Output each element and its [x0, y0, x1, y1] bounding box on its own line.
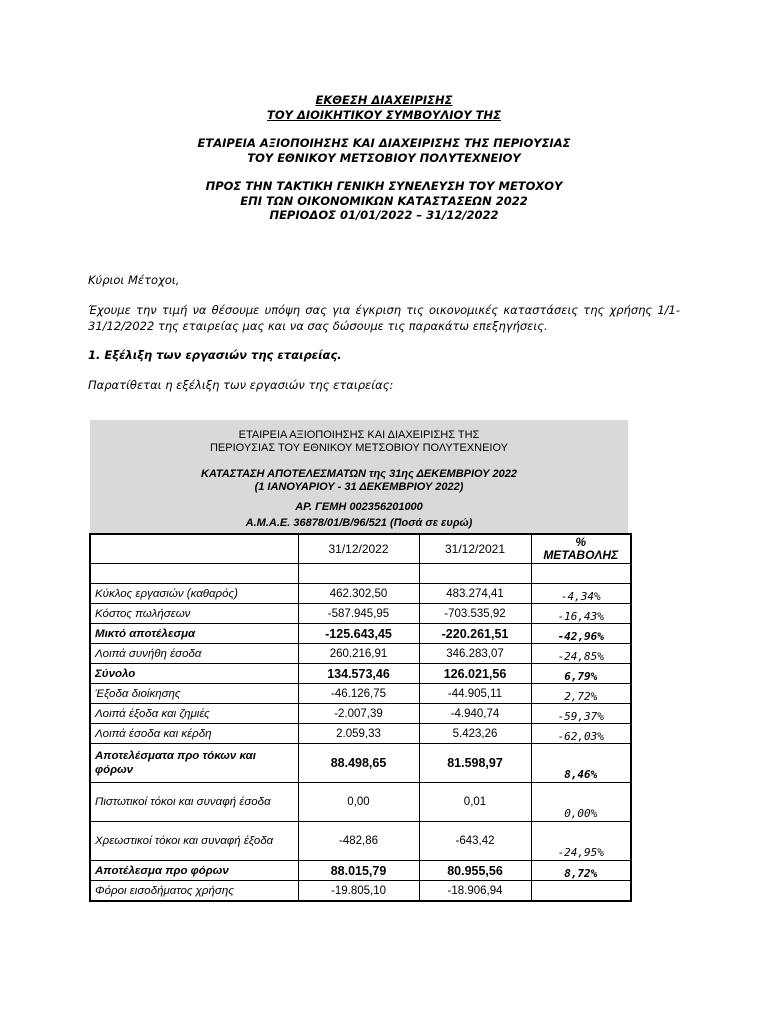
statement-company-line1: ΕΤΑΙΡΕΙΑ ΑΞΙΟΠΟΙΗΣΗΣ ΚΑΙ ΔΙΑΧΕΙΡΙΣΗΣ ΤΗΣ [238, 429, 480, 441]
table-row [90, 624, 631, 644]
header-change [531, 534, 631, 564]
table-row [90, 861, 631, 881]
row-value-2022: -19.805,10 [298, 881, 419, 902]
row-label: Αποτέλεσμα προ φόρων [90, 861, 298, 881]
table-row [90, 664, 631, 684]
row-change: 8,72% [531, 861, 631, 881]
table-row [90, 684, 631, 704]
row-value-2022: 88.015,79 [298, 861, 419, 881]
row-value-2022: -46.126,75 [298, 684, 419, 704]
table-row [90, 724, 631, 744]
row-change: 6,79% [531, 664, 631, 684]
header-change-label: ΜΕΤΑΒΟΛΗΣ [543, 548, 619, 562]
row-label: Λοιπά έξοδα και ζημιές [90, 704, 298, 724]
row-label: Πιστωτικοί τόκοι και συναφή έσοδα [90, 783, 298, 822]
row-value-2022: -482,86 [298, 822, 419, 861]
table-row-empty [90, 564, 631, 584]
statement-company-line2: ΠΕΡΙΟΥΣΙΑΣ ΤΟΥ ΕΘΝΙΚΟΥ ΜΕΤΣΟΒΙΟΥ ΠΟΛΥΤΕΧΝΕΙΟΥ [209, 442, 509, 454]
greeting: Κύριοι Μέτοχοι, [88, 273, 180, 287]
row-label: Μικτό αποτέλεσμα [90, 624, 298, 644]
row-label: Λοιπά έσοδα και κέρδη [90, 724, 298, 744]
row-change [531, 881, 631, 902]
income-statement-table [89, 533, 632, 902]
row-label: Χρεωστικοί τόκοι και συναφή έξοδα [90, 822, 298, 861]
row-change: -4,34% [531, 584, 631, 604]
row-change: -16,43% [531, 604, 631, 624]
row-value-2021: 346.283,07 [419, 644, 531, 664]
section-1-heading: 1. Εξέλιξη των εργασιών της εταιρείας. [88, 348, 342, 362]
row-value-2022: 462.302,50 [298, 584, 419, 604]
table-row [90, 644, 631, 664]
row-value-2021: -18.906,94 [419, 881, 531, 902]
row-change: -62,03% [531, 724, 631, 744]
table-row [90, 704, 631, 724]
table-header-row [90, 534, 631, 564]
section-1-text: Παρατίθεται η εξέλιξη των εργασιών της εταιρείας: [88, 378, 394, 392]
assembly-line: ΠΡΟΣ ΤΗΝ ΤΑΚΤΙΚΗ ΓΕΝΙΚΗ ΣΥΝΕΛΕΥΣΗ ΤΟΥ ΜΕΤΟΧΟΥ [205, 179, 563, 193]
row-label: Σύνολο [90, 664, 298, 684]
statement-title: ΚΑΤΑΣΤΑΣΗ ΑΠΟΤΕΛΕΣΜΑΤΩΝ της 31ης ΔΕΚΕΜΒΡΙΟΥ 2022 [200, 468, 518, 480]
company-name-line1: ΕΤΑΙΡΕΙΑ ΑΞΙΟΠΟΙΗΣΗΣ ΚΑΙ ΔΙΑΧΕΙΡΙΣΗΣ ΤΗΣ ΠΕΡΙΟΥΣΙΑΣ [197, 136, 571, 150]
statement-period: (1 ΙΑΝΟΥΑΡΙΟΥ - 31 ΔΕΚΕΜΒΡΙΟΥ 2022) [254, 481, 464, 493]
row-value-2022: 134.573,46 [298, 664, 419, 684]
row-value-2021: -220.261,51 [419, 624, 531, 644]
row-change: 8,46% [531, 744, 631, 783]
report-title: ΕΚΘΕΣΗ ΔΙΑΧΕΙΡΙΣΗΣ [315, 93, 453, 107]
table-row [90, 783, 631, 822]
intro-paragraph: Έχουμε την τιμή να θέσουμε υπόψη σας για έγκριση τις οικονομικές καταστάσεις της χρήσης 1/1-31/12/2022 της εταιρείας μας και να σας δώσουμε τις παρακάτω επεξηγήσεις. [88, 303, 680, 333]
table-row [90, 881, 631, 902]
table-row [90, 822, 631, 861]
row-value-2021: -643,42 [419, 822, 531, 861]
row-value-2022: -587.945,95 [298, 604, 419, 624]
row-change: 2,72% [531, 684, 631, 704]
row-value-2021: 80.955,56 [419, 861, 531, 881]
company-name-line2: ΤΟΥ ΕΘΝΙΚΟΥ ΜΕΤΣΟΒΙΟΥ ΠΟΛΥΤΕΧΝΕΙΟΥ [247, 150, 521, 165]
table-row [90, 744, 631, 783]
table-row [90, 584, 631, 604]
header-2022: 31/12/2022 [298, 534, 419, 564]
row-label: Αποτελέσματα προ τόκων και φόρων [90, 744, 298, 783]
row-change: -24,95% [531, 822, 631, 861]
statements-line: ΕΠΙ ΤΩΝ ΟΙΚΟΝΟΜΙΚΩΝ ΚΑΤΑΣΤΑΣΕΩΝ 2022 [240, 193, 528, 208]
period-line: ΠΕΡΙΟΔΟΣ 01/01/2022 – 31/12/2022 [269, 208, 499, 222]
statement-amae: Α.Μ.Α.Ε. 36878/01/B/96/521 (Ποσά σε ευρώ) [245, 517, 473, 529]
row-change: 0,00% [531, 783, 631, 822]
row-value-2021: 483.274,41 [419, 584, 531, 604]
statement-gemi: ΑΡ. ΓΕΜΗ 002356201000 [295, 501, 423, 513]
report-subtitle: ΤΟΥ ΔΙΟΙΚΗΤΙΚΟΥ ΣΥΜΒΟΥΛΙΟΥ ΤΗΣ [267, 107, 501, 122]
header-label-cell [90, 534, 298, 564]
row-label: Κύκλος εργασιών (καθαρός) [90, 584, 298, 604]
report-heading [0, 93, 768, 223]
row-change: -24,85% [531, 644, 631, 664]
statement-header [90, 420, 628, 533]
row-label: Φόροι εισοδήματος χρήσης [90, 881, 298, 902]
row-value-2022: -125.643,45 [298, 624, 419, 644]
row-value-2022: 0,00 [298, 783, 419, 822]
row-value-2021: 81.598,97 [419, 744, 531, 783]
row-value-2022: -2.007,39 [298, 704, 419, 724]
row-value-2021: -4.940,74 [419, 704, 531, 724]
row-value-2021: 5.423,26 [419, 724, 531, 744]
table-row [90, 604, 631, 624]
row-label: Έξοδα διοίκησης [90, 684, 298, 704]
row-label: Λοιπά συνήθη έσοδα [90, 644, 298, 664]
header-2021: 31/12/2021 [419, 534, 531, 564]
row-value-2022: 2.059,33 [298, 724, 419, 744]
header-change-symbol: % [575, 535, 587, 549]
row-value-2021: -44.905,11 [419, 684, 531, 704]
row-value-2022: 88.498,65 [298, 744, 419, 783]
row-change: -42,96% [531, 624, 631, 644]
row-value-2021: 0,01 [419, 783, 531, 822]
row-value-2022: 260.216,91 [298, 644, 419, 664]
row-label: Κόστος πωλήσεων [90, 604, 298, 624]
row-value-2021: -703.535,92 [419, 604, 531, 624]
row-change: -59,37% [531, 704, 631, 724]
row-value-2021: 126.021,56 [419, 664, 531, 684]
